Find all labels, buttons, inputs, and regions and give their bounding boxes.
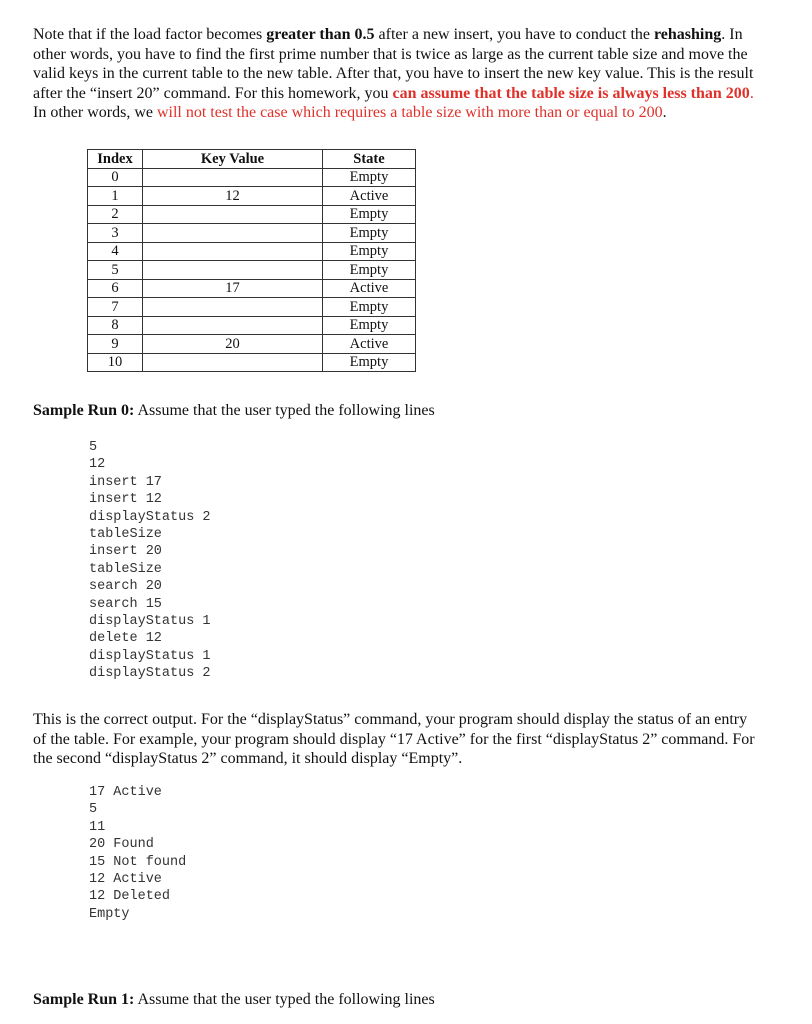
intro-text-4: In other words, we	[33, 104, 157, 121]
output-line: 20 Found	[89, 837, 154, 853]
intro-text-5: .	[662, 104, 667, 121]
table-row	[88, 168, 416, 187]
hash-table-header-row	[88, 150, 416, 169]
sample-run-0-heading	[33, 402, 435, 420]
table-row	[88, 335, 416, 354]
cell-index: 8	[88, 316, 143, 335]
cell-key-value	[143, 298, 323, 317]
input-line: tableSize	[89, 527, 162, 543]
cell-index: 7	[88, 298, 143, 317]
hash-table	[87, 149, 416, 372]
input-code-block	[89, 439, 211, 683]
cell-index: 1	[88, 187, 143, 206]
input-line: insert 17	[89, 474, 162, 490]
input-line: insert 12	[89, 492, 162, 508]
output-line: 11	[89, 819, 106, 835]
cell-index: 9	[88, 335, 143, 354]
cell-key-value: 20	[143, 335, 323, 354]
cell-state: Active	[323, 335, 416, 354]
input-line: displayStatus 1	[89, 648, 211, 664]
cell-state: Empty	[323, 261, 416, 280]
cell-state: Empty	[323, 298, 416, 317]
cell-index: 3	[88, 224, 143, 243]
cell-key-value	[143, 353, 323, 372]
intro-text-1: Note that if the load factor becomes	[33, 26, 267, 43]
output-line: 12 Active	[89, 872, 162, 888]
cell-index: 6	[88, 279, 143, 298]
input-line: delete 12	[89, 631, 162, 647]
table-row	[88, 205, 416, 224]
input-line: search 20	[89, 579, 162, 595]
output-line: Empty	[89, 906, 130, 922]
input-line: displayStatus 2	[89, 666, 211, 682]
input-line: displayStatus 2	[89, 509, 211, 525]
intro-paragraph	[33, 25, 761, 123]
intro-text-3: . In other words, you have to find the first prime number that is twice as large as the current table size and move the valid keys in the current table to the new table. After that, you have to insert the new key value. This is the result after the “insert 20” command. For this homework, you	[33, 26, 754, 102]
input-line: 5	[89, 440, 98, 455]
cell-state: Empty	[323, 224, 416, 243]
intro-red-period: .	[749, 84, 754, 102]
input-line: insert 20	[89, 544, 162, 560]
table-row	[88, 242, 416, 261]
header-key-value: Key Value	[143, 150, 323, 169]
header-index: Index	[88, 150, 143, 169]
sample-run-0-text: Assume that the user typed the following lines	[134, 402, 435, 419]
input-line: displayStatus 1	[89, 614, 211, 630]
table-row	[88, 187, 416, 206]
cell-key-value	[143, 316, 323, 335]
header-state: State	[323, 150, 416, 169]
output-line: 17 Active	[89, 785, 162, 800]
sample-run-0-label: Sample Run 0:	[33, 402, 135, 419]
intro-red-not-tested: will not test the case which requires a table size with more than or equal to 200	[156, 104, 663, 121]
cell-key-value: 12	[143, 187, 323, 206]
intro-bold-rehashing: rehashing	[653, 26, 722, 43]
output-code-block	[89, 784, 186, 923]
cell-state: Active	[323, 279, 416, 298]
cell-key-value	[143, 224, 323, 243]
sample-run-1-label: Sample Run 1:	[33, 991, 135, 1008]
cell-state: Empty	[323, 205, 416, 224]
cell-index: 5	[88, 261, 143, 280]
cell-key-value: 17	[143, 279, 323, 298]
table-row	[88, 298, 416, 317]
table-row	[88, 224, 416, 243]
cell-state: Empty	[323, 353, 416, 372]
intro-text-2: after a new insert, you have to conduct the	[374, 26, 654, 43]
cell-state: Empty	[323, 316, 416, 335]
cell-key-value	[143, 205, 323, 224]
input-line: 12	[89, 457, 106, 473]
output-line: 12 Deleted	[89, 889, 171, 905]
input-line: search 15	[89, 596, 162, 612]
sample-run-1-heading	[33, 991, 435, 1009]
intro-red-bold-assumption: can assume that the table size is always less than 200	[392, 84, 750, 102]
cell-index: 2	[88, 205, 143, 224]
table-row	[88, 261, 416, 280]
output-paragraph: This is the correct output. For the “displayStatus” command, your program should display the status of an entry of the table. For example, your program should display “17 Active” for the first “displayStatus 2” command. For the second “displayStatus 2” command, it should display “Empty”.	[33, 711, 755, 767]
input-line: tableSize	[89, 561, 162, 577]
cell-key-value	[143, 261, 323, 280]
cell-state: Empty	[323, 242, 416, 261]
output-line: 15 Not found	[89, 854, 187, 870]
cell-key-value	[143, 242, 323, 261]
sample-run-1-text: Assume that the user typed the following lines	[134, 991, 435, 1008]
cell-key-value	[143, 168, 323, 187]
intro-bold-load-factor: greater than 0.5	[266, 26, 375, 43]
table-row	[88, 353, 416, 372]
output-line: 5	[89, 802, 98, 818]
cell-index: 10	[88, 353, 143, 372]
cell-index: 4	[88, 242, 143, 261]
cell-state: Empty	[323, 168, 416, 187]
table-row	[88, 279, 416, 298]
cell-state: Active	[323, 187, 416, 206]
table-row	[88, 316, 416, 335]
cell-index: 0	[88, 168, 143, 187]
